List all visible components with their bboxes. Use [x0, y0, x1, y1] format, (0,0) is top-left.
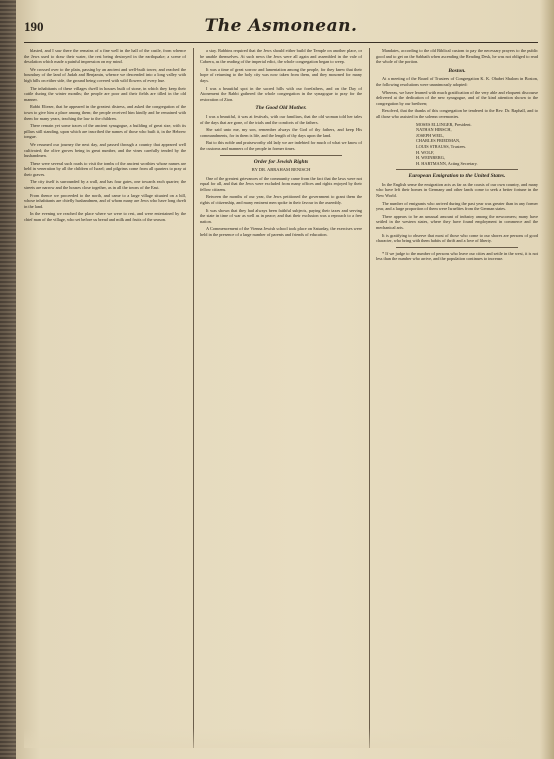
- newspaper-page: [16, 10, 544, 750]
- column-rule: [193, 48, 194, 748]
- paragraph: a stay. Rabbins required that the Jews should either build the Temple on another place, or be unable themselves. At such news the Jews were all again and assembled in the vale of Cabrera, as the reading of the imperial edict, the whole congregation began to weep.: [200, 48, 362, 65]
- column-2: [200, 48, 362, 748]
- section-heading: Boston.: [448, 67, 466, 74]
- paragraph: The inhabitants of these villages dwell in houses built of stone, in which they keep their cattle during the winter months; the people are poor and their fields are tilled in the old manner.: [24, 85, 186, 102]
- signer-name: NATHAN HIRSCH,: [416, 127, 452, 133]
- paragraph: Whereas, we have learned with much gratification of the very able and eloquent discourse delivered at the dedication of the new synagogue, and of the kind attention shown to the congregation by our brethren;: [376, 89, 538, 106]
- footnote-divider: [396, 247, 518, 248]
- paragraph: In the evening we reached the place where we were to rest, and were entertained by the chief man of the village, who set before us bread and milk and fruits of the season.: [24, 211, 186, 223]
- section-heading: Order for Jewish Rights: [253, 158, 309, 165]
- masthead-title: The Asmonean.: [204, 16, 358, 36]
- paragraph: One of the greatest grievances of the community came from the fact that the laws were not equal for all, and that the Jews were excluded from many offices and rights enjoyed by their fellow citizens.: [200, 175, 362, 192]
- signer-name: H. HARTMANN, Acting Secretary.: [416, 160, 478, 166]
- paragraph: Rabbi Eliezer, that he appeared in the greatest distress, and asked the congregation of the town to give him a place among them; the people received him kindly and he remained with them for many years, teaching the law to the children.: [24, 104, 186, 121]
- section-divider: [220, 155, 342, 156]
- signers-list: [416, 122, 538, 167]
- book-binding: [0, 0, 16, 759]
- signer-name: CHARLES FRIEDMAN,: [416, 138, 461, 144]
- signer-name: LOUIS STRAUSS, Trustees.: [416, 143, 467, 149]
- paragraph: I was a beautiful, it was at festivals, with our familiars, that the old woman told her tales of the days that are gone, of the trials and the comforts of the fathers.: [200, 113, 362, 125]
- paragraph: Resolved, that the thanks of this congregation be tendered to the Rev. Dr. Raphall, and to all those who assisted in the solemn ceremonies.: [376, 108, 538, 119]
- paragraph: We resumed our journey the next day, and passed through a country that appeared well cultivated; the olive groves being in great number, and the vines carefully tended by the husbandmen.: [24, 141, 186, 159]
- paragraph: We crossed over to the plain, passing by an ancient and well-built tower, and reached the boundary of the land of Judah and Benjamin, whence we descended into a long valley with high hills on either side, the ground being covered with wild flowers of every hue.: [24, 66, 186, 83]
- column-3: [376, 48, 538, 748]
- paragraph: blasted, and I saw there the remains of a fine well in the hall of the castle, from whence the Jews used to draw their water, the rest being destroyed in the earthquake; a scene of desolation which made a painful impression on my mind.: [24, 48, 186, 65]
- column-1: [24, 48, 186, 748]
- paragraph: Between the months of our year, the Jews petitioned the government to grant them the rights of citizenship, and many eminent men spoke in their favour in the assembly.: [200, 194, 362, 206]
- paragraph: The city itself is surrounded by a wall, and has four gates, one towards each quarter; the streets are narrow and the houses close together, as in all the towns of the East.: [24, 179, 186, 191]
- column-rule: [369, 48, 370, 748]
- paragraph: There remain yet some traces of the ancient synagogue, a building of great size, with its pillars still standing, upon which are inscribed the names of those who built it, in the Hebrew tongue.: [24, 123, 186, 140]
- page-number: 190: [24, 19, 44, 34]
- paragraph: She said unto me, my son, remember always the God of thy fathers, and keep His commandments, for in them is life, and the length of thy days upon the land.: [200, 127, 362, 138]
- paragraph: But to this noble and praiseworthy old lady we are indebted for much of what we know of the customs and manners of the people in former times.: [200, 140, 362, 151]
- page-header: [24, 16, 538, 43]
- paragraph: At a meeting of the Board of Trustees of Congregation K. K. Ohabei Shalom in Boston, the following resolutions were unanimously adopted:: [376, 76, 538, 87]
- footnote: * If we judge to the number of persons who leave our cities and settle in the west, it is not less than the number who arrive, and the population continues to increase.: [376, 250, 538, 262]
- paragraph: These were several such roads to visit the tombs of the ancient worthies whose names are held in veneration by all the children of Israel; and pilgrims come from all quarters to pray at their graves.: [24, 160, 186, 177]
- paragraph: It was shown that they had always been faithful subjects, paying their taxes and serving the state in time of war as well as in peace; and that their exclusion was a reproach to a free nation.: [200, 207, 362, 224]
- page-edge-shading: [24, 728, 538, 748]
- section-divider: [396, 169, 518, 170]
- section-byline: BY DR. ABRAHAM BENISCH: [251, 167, 311, 173]
- paragraph: Mandates, according to the old Biblical custom to pay the necessary prayers to the public good and to get on the Sabbath when ascending the Reading Desk, he was not obliged to read the whole of the portion.: [376, 48, 538, 65]
- signer-name: MOSES ELLINGER, President.: [416, 121, 472, 127]
- paragraph: There appears to be an unusual amount of industry among the newcomers; many have settled in the western states, where they have found employment in commerce and the mechanical arts.: [376, 213, 538, 231]
- paragraph: From thence we proceeded to the north, and came to a large village situated on a hill, whose inhabitants are chiefly husbandmen, and of whom many are Jews who have long dwelt in the land.: [24, 192, 186, 209]
- paragraph: In the English sense the emigration acts as far as the coasts of our own country, and many who have left their homes in Germany and other lands come to seek a better fortune in the New World.: [376, 181, 538, 199]
- paragraph: I was a beautiful spot in the sacred hills with our forefathers, and on the Day of Atonement the Rabbi gathered the whole congregation in the synagogue to pray for the restoration of Zion.: [200, 85, 362, 102]
- signer-name: H. WOLF,: [416, 149, 435, 155]
- section-heading: The Good Old Mother.: [255, 105, 307, 112]
- section-heading: European Emigration to the United States.: [408, 173, 506, 180]
- paragraph: It is gratifying to observe that most of those who come to our shores are persons of good character, who bring with them habits of thrift and a love of liberty.: [376, 232, 538, 244]
- paragraph: The number of emigrants who arrived during the past year was greater than in any former year, and a large proportion of them were Israelites from the German states.: [376, 200, 538, 212]
- article-columns: [24, 48, 538, 748]
- paragraph: It was a time of great sorrow and lamentation among the people, for they knew that their hope of returning to the holy city was now taken from them, and they mourned for many days.: [200, 66, 362, 83]
- paragraph: A Commencement of the Vienna Jewish school took place on Saturday, the exercises were held in the presence of a large number of parents and friends of education.: [200, 226, 362, 238]
- signer-name: H. WEINBERG,: [416, 155, 445, 161]
- signer-name: JOSEPH WEIL,: [416, 132, 445, 138]
